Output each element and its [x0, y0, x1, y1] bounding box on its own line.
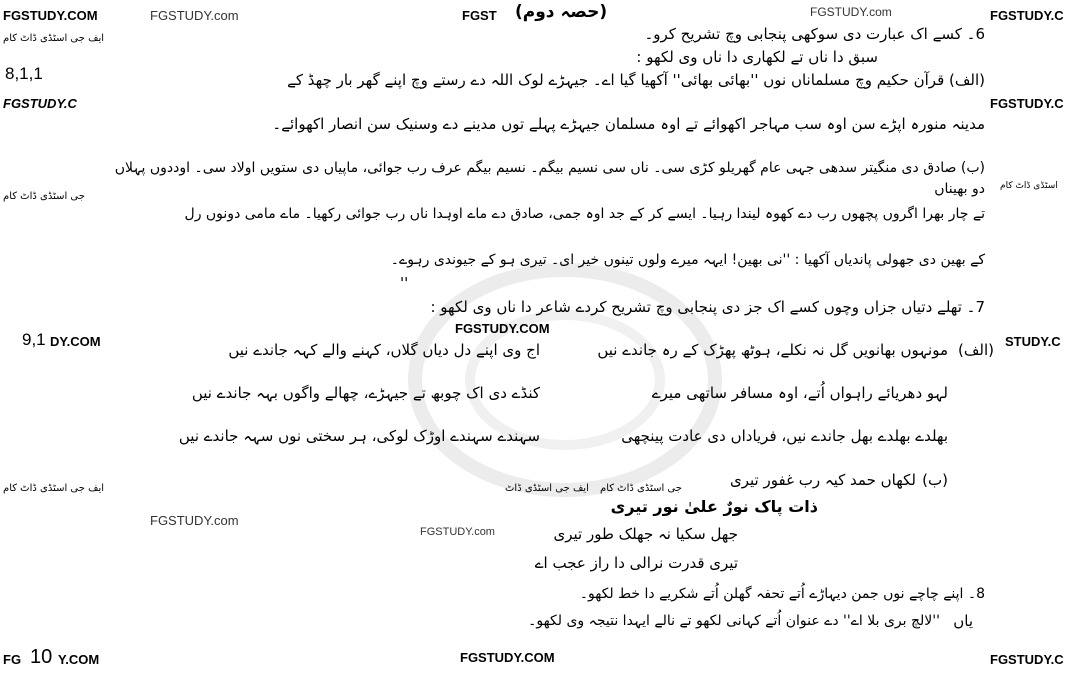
watermark: DY.COM — [50, 334, 101, 349]
watermark-urdu: ایف جی اسٹڈی ڈاٹ کام — [3, 33, 105, 44]
poem-a-label: (الف) — [958, 341, 994, 359]
closing-quote: '' — [400, 274, 409, 292]
watermark-urdu: اسٹڈی ڈاٹ کام — [1000, 181, 1058, 191]
watermark: FGSTUDY.com — [150, 513, 239, 528]
question-8-option-a: 8۔ اپنے چاچے نوں جمن دیہاڑے اُتے تحفہ گھلن اُتے شکریے دا خط لکھو۔ — [579, 586, 985, 602]
poem-a-line: اج وی اپنے دل دیاں گلاں، کہنے والے کہہ جاندے نیں — [228, 341, 540, 359]
poem-a-line: مونہوں بھانویں گل نہ نکلے، ہوٹھ پھڑک کے رہ جاندے نیں — [597, 341, 948, 359]
margin-mark: 9,1 — [22, 330, 46, 349]
watermark: FGSTUDY.COM — [3, 8, 98, 23]
watermark: FGSTUDY.C — [990, 96, 1064, 111]
watermark: STUDY.C — [1005, 334, 1061, 349]
watermark: FGSTUDY.C — [990, 8, 1064, 23]
poem-a-line: سہندے سہندے اوڑک لوکی، ہر سختی نوں سہہ جاندے نیں — [178, 427, 540, 445]
question-6-part-b-cont: کے بھین دی جھولی پاندیاں آکھیا : ''نی بھین! ایہہ میرے ولوں تینوں خیر ای۔ تیری ہو کے جیوندی رہوے۔ — [390, 252, 985, 268]
watermark-urdu: جی اسٹڈی ڈاٹ کام — [3, 191, 85, 202]
poem-b-line: ذات پاک نورٌ علیٰ نور تیری — [610, 497, 818, 516]
watermark: FGSTUDY.com — [150, 8, 239, 23]
question-6-instruction-2: سبق دا ناں تے لکھاری دا ناں وی لکھو : — [636, 48, 878, 66]
margin-mark: 10 — [30, 646, 53, 668]
question-6-part-a-cont: مدینہ منورہ اپڑے سن اوہ سب مہاجر اکھوائے تے اوہ مسلمان جیہڑے پہلے توں مدینے دے وسنیک سن انصار اکھوائے۔ — [272, 115, 985, 133]
poem-b-label: (ب) — [922, 471, 948, 489]
background-watermark-logo — [400, 250, 730, 510]
watermark: FGSTUDY.com — [810, 5, 892, 19]
watermark: FGSTUDY.C — [990, 652, 1064, 667]
watermark: FGSTUDY.COM — [455, 321, 550, 336]
question-6-part-b-cont: تے چار بھرا اگروں پچھوں رب دے کھوہ لیندا رہیا۔ ایسے کر کے جد اوہ جمی، صادق دے ماے اوہدا ناں رب جوائی رکھیا۔ ماے مامی دونوں رل — [184, 206, 985, 222]
poem-a-line: لہو دھریائے راہواں اُتے، اوہ مسافر ساتھی میرے — [651, 384, 948, 402]
poem-b-line: لکھاں حمد کیہ رب غفور تیری — [730, 471, 916, 489]
poem-a-line: بھلدے بھلدے بھل جاندے نیں، فریاداں دی عادت پینچھی — [621, 427, 948, 445]
watermark: FGSTUDY.com — [420, 526, 495, 538]
poem-b-line: تیری قدرت نرالی دا راز عجب اے — [534, 554, 738, 572]
margin-mark: 8,1,1 — [5, 64, 43, 83]
question-6-part-a: (الف) قرآن حکیم وچ مسلماناں نوں ''بھائی بھائی'' آکھیا گیا اے۔ جیہڑے لوک اللہ دے رستے وچ اپنے گھر بار چھڈ کے — [287, 71, 985, 89]
question-8-or: یاں — [953, 612, 973, 630]
section-title: (حصہ دوم) — [515, 2, 608, 22]
question-6-part-b: (ب) صادق دی منگیتر سدھی جہی عام گھریلو کڑی سی۔ ناں سی نسیم بیگم۔ نسیم بیگم عرف رب جوائی، ماپیاں دی ستویں اولاد سی۔ اوددوں پہلاں دو بھیناں — [114, 160, 985, 197]
watermark-urdu: جی اسٹڈی ڈاٹ کام — [600, 483, 682, 494]
watermark: FGST — [462, 8, 497, 23]
question-7-instruction: 7۔ تھلے دتیاں جزاں وچوں کسے اک جز دی پنجابی وچ تشریح کردے شاعر دا ناں وی لکھو : — [430, 298, 985, 316]
watermark-urdu: ایف جی اسٹڈی ڈاٹ — [505, 483, 589, 494]
watermark: FGSTUDY.C — [3, 96, 77, 111]
watermark: FGSTUDY.COM — [460, 650, 555, 665]
question-6-instruction: 6۔ کسے اک عبارت دی سوکھی پنجابی وچ تشریح کرو۔ — [644, 25, 985, 43]
watermark: FG — [3, 652, 22, 667]
watermark-urdu: ایف جی اسٹڈی ڈاٹ کام — [3, 483, 105, 494]
question-8-option-b: ''لالچ بری بلا اے'' دے عنوان اُتے کہانی لکھو تے نالے ایہدا نتیجہ وی لکھو۔ — [528, 613, 940, 629]
poem-a-line: کنڈے دی اک چوبھ تے جیہڑے، چھالے واگوں بہہ جاندے نیں — [191, 384, 540, 402]
watermark: Y.COM — [58, 652, 100, 667]
poem-b-line: جھل سکیا نہ جھلک طور تیری — [553, 525, 738, 543]
